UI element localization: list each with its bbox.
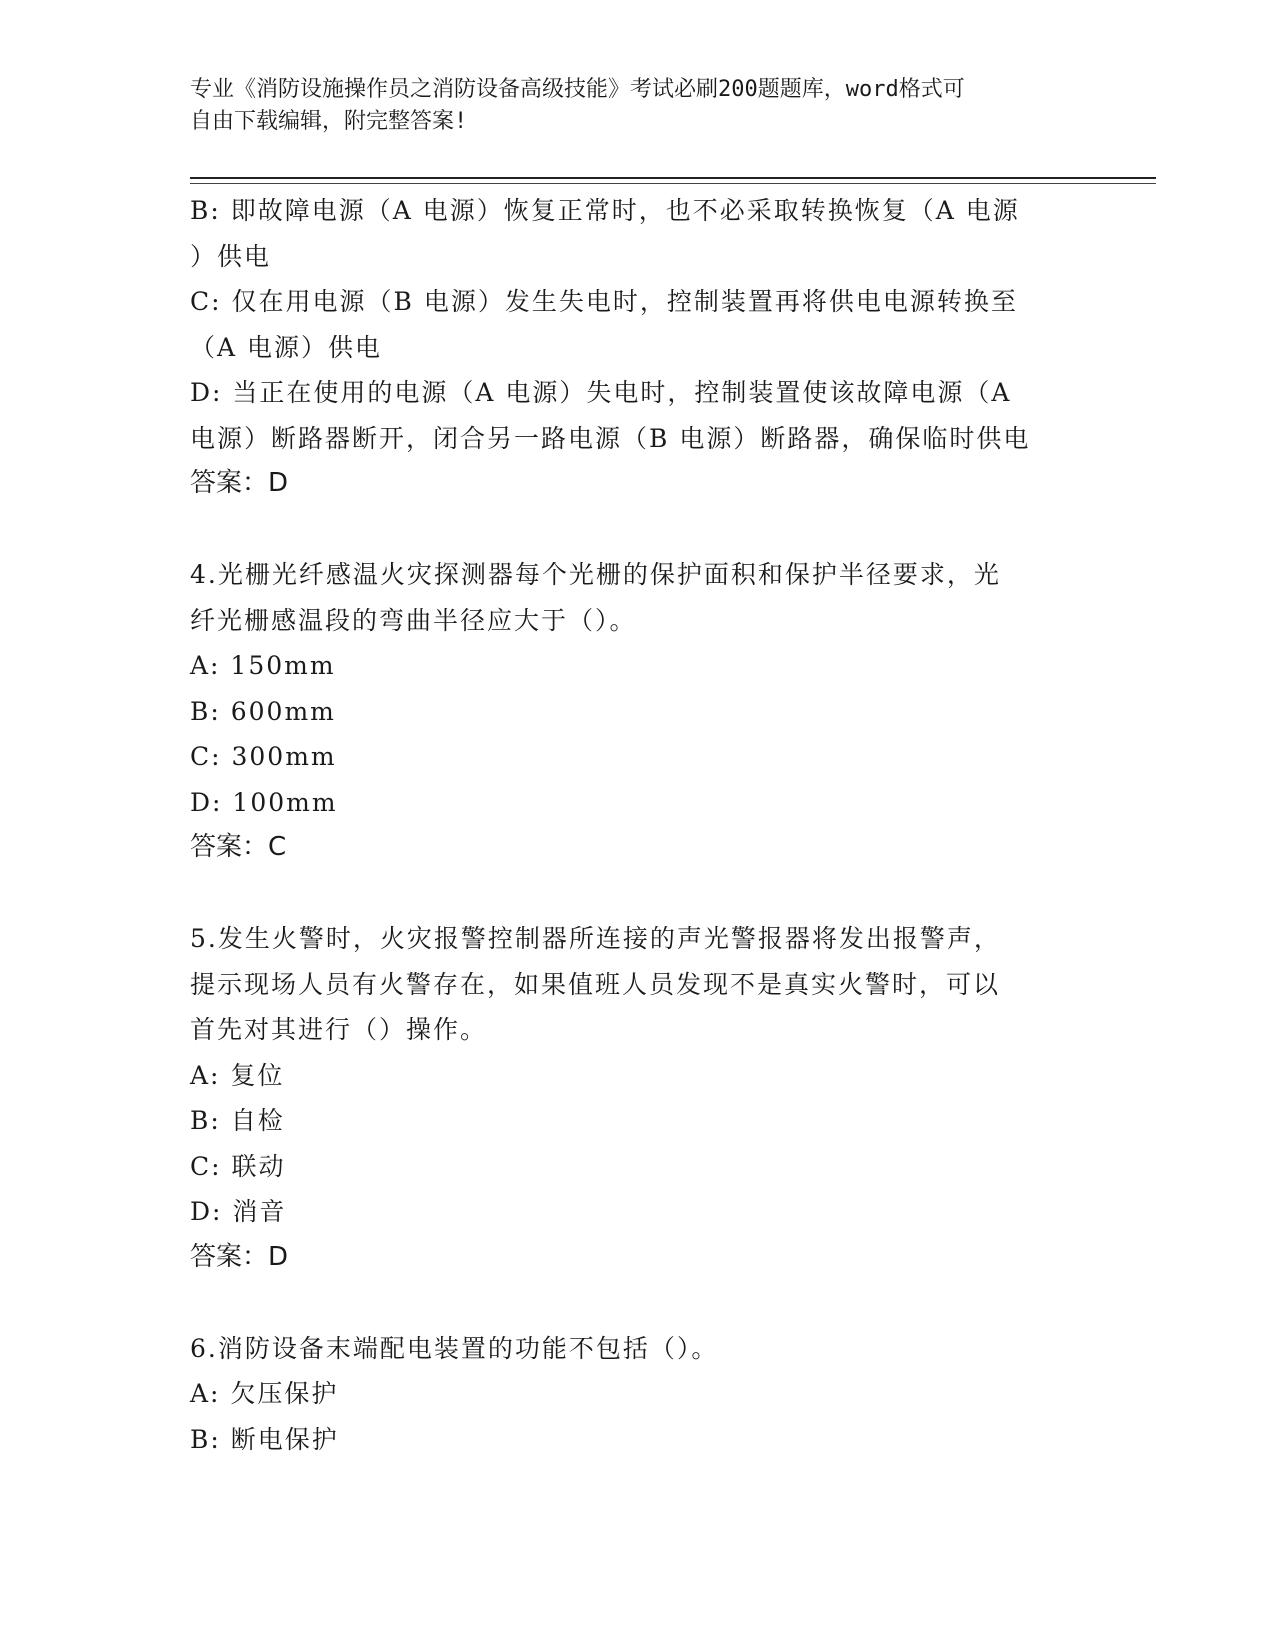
q3-option-d-line-1: D: 当正在使用的电源（A 电源）失电时，控制装置使该故障电源（A <box>190 378 1012 407</box>
question-content <box>190 188 1090 1462</box>
q4-stem-line-1: 4.光栅光纤感温火灾探测器每个光栅的保护面积和保护半径要求，光 <box>190 560 1001 589</box>
header-divider-thick <box>190 177 1156 179</box>
question-4 <box>190 552 1090 871</box>
q5-option-a: A: 复位 <box>190 1060 285 1090</box>
spacer <box>190 871 1090 917</box>
q4-stem-line-2: 纤光栅感温段的弯曲半径应大于（）。 <box>190 605 637 635</box>
q5-answer: 答案：D <box>190 1241 289 1272</box>
q5-stem-line-1: 5.发生火警时，火灾报警控制器所连接的声光警报器将发出报警声， <box>190 924 1001 953</box>
q6-option-b: B: 断电保护 <box>190 1424 339 1454</box>
q6-stem-line-1: 6.消防设备末端配电装置的功能不包括（）。 <box>190 1333 719 1363</box>
q4-option-a: A: 150mm <box>190 651 336 680</box>
q5-stem-line-3: 首先对其进行（）操作。 <box>190 1015 488 1044</box>
q5-option-b: B: 自检 <box>190 1106 285 1135</box>
q4-answer: 答案：C <box>190 832 287 862</box>
header-title-line-1: 专业《消防设施操作员之消防设备高级技能》考试必刷200题题库，word格式可 <box>190 77 965 102</box>
q5-option-c: C: 联动 <box>190 1151 286 1181</box>
question-3-continued <box>190 188 1090 507</box>
spacer <box>190 1280 1090 1326</box>
page-header <box>190 74 1070 138</box>
question-6 <box>190 1326 1090 1463</box>
q5-option-d: D: 消音 <box>190 1197 287 1226</box>
q3-answer: 答案：D <box>190 468 289 498</box>
q3-option-d-line-2: 电源）断路器断开，闭合另一路电源（B 电源）断路器，确保临时供电 <box>190 423 1031 453</box>
q6-option-a: A: 欠压保护 <box>190 1379 339 1408</box>
q4-option-c: C: 300mm <box>190 742 337 771</box>
q4-option-d: D: 100mm <box>190 787 338 817</box>
q4-option-b: B: 600mm <box>190 696 336 726</box>
q3-option-c-line-2: （A 电源）供电 <box>190 332 383 362</box>
header-title-line-2: 自由下载编辑，附完整答案! <box>190 109 468 134</box>
q3-option-b-line-2: ）供电 <box>190 241 272 271</box>
q3-option-c-line-1: C: 仅在用电源（B 电源）发生失电时，控制装置再将供电电源转换至 <box>190 287 1018 316</box>
question-5 <box>190 916 1090 1280</box>
spacer <box>190 507 1090 553</box>
header-divider-thin <box>190 183 1156 184</box>
q3-option-b-line-1: B: 即故障电源（A 电源）恢复正常时，也不必采取转换恢复（A 电源 <box>190 196 1020 225</box>
q5-stem-line-2: 提示现场人员有火警存在，如果值班人员发现不是真实火警时，可以 <box>190 969 1001 999</box>
